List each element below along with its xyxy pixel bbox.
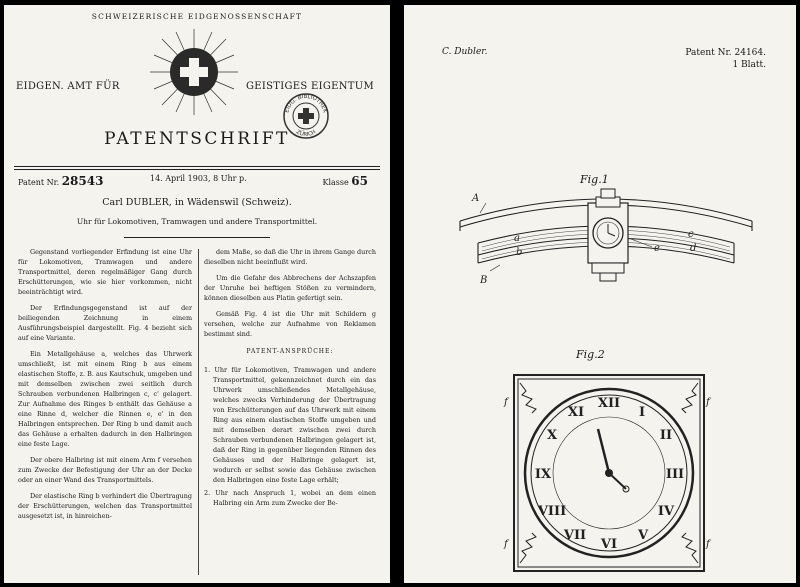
paragraph: Um die Gefahr des Abbrechens der Achszapfen der Unruhe bei heftigen Stößen zu vermindern, können dieselben aus Platin gefertigt sein. bbox=[204, 274, 376, 302]
class-label: Klasse bbox=[322, 178, 349, 187]
paragraph: Der Erfindungsgegenstand ist auf der beiliegenden Zeichnung in einem Ausführungsbeispiel dargestellt. Fig. 4 bezieht sich auf eine Variante. bbox=[18, 304, 192, 342]
paragraph: Der elastische Ring b verhindert die Übertragung der Erschütterungen, welchen das Transportmittel ausgesetzt ist, in hinreichen- bbox=[18, 492, 192, 520]
class-number: 65 bbox=[351, 174, 368, 188]
office-name-left: EIDGEN. AMT FÜR bbox=[16, 81, 120, 92]
svg-text:VII: VII bbox=[563, 528, 587, 543]
paragraph: Gegenstand vorliegender Erfindung ist eine Uhr für Lokomotiven, Tramwagen und andere Transportmittel, deren regelmäßiger Gang durch Erschütterungen, wie sie hier vorkommen, nicht beeinträchtigt wird. bbox=[18, 248, 192, 296]
fig1-label: Fig.1 bbox=[580, 173, 609, 186]
svg-text:XII: XII bbox=[597, 396, 621, 411]
drawing-sheet: 1 Blatt. bbox=[732, 60, 766, 70]
figure-2-drawing bbox=[506, 371, 712, 577]
patent-drawing-page bbox=[404, 5, 796, 583]
fig1-letter-c: c bbox=[688, 229, 694, 240]
fig1-letter-d: d bbox=[690, 243, 697, 254]
svg-text:VIII: VIII bbox=[537, 504, 567, 519]
fig2-label: Fig.2 bbox=[576, 348, 605, 361]
stamp-bottom-text: ZÜRICH bbox=[295, 129, 317, 139]
paragraph: Ein Metallgehäuse a, welches das Uhrwerk umschließt, ist mit einem Ring b aus einem elastischen Stoffe, z. B. aus Kautschuk, umgeben und mit demselben zwischen zwei seitlich durch Schrauben verbundenen Halbringen c, c' gelagert. Zur Aufnahme des Ringes b enthält das Gehäuse a eine Rinne d, welcher die Rinnen e, e' in den Halbringen entsprechen. Der Ring b und damit auch das Gehäuse a erhalten dadurch in den Halbringen eine feste Lage. bbox=[18, 350, 192, 448]
paragraph: Gemäß Fig. 4 ist die Uhr mit Schildern g versehen, welche zur Aufnahme von Reklamen bestimmt sind. bbox=[204, 310, 376, 338]
drawing-author: C. Dubler. bbox=[442, 47, 488, 57]
patent-text-page bbox=[4, 5, 390, 583]
title-rule-thin bbox=[14, 169, 380, 170]
fig1-letter-e: e bbox=[654, 243, 660, 254]
paragraph: Der obere Halbring ist mit einem Arm f versehen zum Zwecke der Befestigung der Uhr an der Decke oder an einer Wand des Transportmittels. bbox=[18, 456, 192, 484]
stamp-top-text: EIDG. BIBLIOTHEK bbox=[284, 93, 328, 114]
paragraph: dem Maße, so daß die Uhr in ihrem Gange durch dieselben nicht beeinflußt wird. bbox=[204, 248, 376, 266]
invention-title: Uhr für Lokomotiven, Tramwagen und andere Transportmittel. bbox=[76, 217, 318, 226]
fig1-letter-B: B bbox=[480, 275, 488, 286]
svg-text:X: X bbox=[546, 428, 558, 443]
svg-text:XI: XI bbox=[567, 405, 585, 420]
fig1-letter-b: b bbox=[516, 247, 523, 258]
figure-1-drawing bbox=[456, 181, 756, 301]
text-column-left bbox=[18, 247, 192, 527]
office-name-right: GEISTIGES EIGENTUM bbox=[245, 81, 374, 92]
svg-text:IX: IX bbox=[534, 467, 552, 482]
fig2-letter-f-bottom-right: f bbox=[706, 539, 710, 550]
drawing-patent-ref: Patent Nr. 24164. bbox=[685, 48, 766, 58]
patent-number-value: 28543 bbox=[61, 174, 104, 188]
filing-date: 14. April 1903, 8 Uhr p. bbox=[150, 174, 247, 183]
claim-item: 1. Uhr für Lokomotiven, Tramwagen und andere Transportmittel, gekennzeichnet durch ein das Uhrwerk umschließendes Metallgehäuse, welches zwecks Verhinderung der Übertragung von Erschütterungen auf das Uhrwerk mit einem Ring aus einem elastischen Stoffe umgeben und mit demselben derart zwischen zwei durch Schrauben verbundenen Halbringen gelagert ist, daß der Ring in gegenüber liegenden Rinnen des Gehäuses und der Halbringe gelagert ist, wodurch er selbst sowie das Gehäuse zwischen den Halbringen eine feste Lage erhält; bbox=[204, 366, 376, 484]
patent-class bbox=[323, 174, 369, 188]
patent-number-label: Patent Nr. bbox=[18, 178, 60, 187]
claims-list bbox=[204, 365, 376, 508]
svg-text:V: V bbox=[637, 528, 649, 543]
text-column-right bbox=[204, 247, 376, 511]
fig1-letter-a: a bbox=[514, 233, 520, 244]
fig2-letter-f-bottom-left: f bbox=[504, 539, 508, 550]
svg-text:IV: IV bbox=[657, 504, 675, 519]
claims-heading: PATENT-ANSPRÜCHE: bbox=[246, 348, 334, 355]
patent-number bbox=[18, 174, 103, 188]
fig2-letter-f-top-left: f bbox=[504, 397, 508, 408]
inventor-line: Carl DUBLER, in Wädenswil (Schweiz). bbox=[102, 197, 292, 208]
drawing-header bbox=[685, 47, 766, 71]
fig2-letter-f-top-right: f bbox=[706, 397, 710, 408]
column-divider bbox=[198, 249, 199, 575]
svg-text:VI: VI bbox=[600, 537, 618, 552]
document-title: PATENTSCHRIFT bbox=[104, 129, 290, 149]
fig1-letter-A: A bbox=[472, 193, 480, 204]
svg-text:III: III bbox=[665, 467, 685, 482]
federation-heading: SCHWEIZERISCHE EIDGENOSSENSCHAFT bbox=[91, 12, 303, 21]
swiss-cross-emblem-icon bbox=[146, 27, 242, 117]
short-rule bbox=[124, 237, 270, 238]
svg-text:II: II bbox=[659, 428, 673, 443]
claim-item: 2. Uhr nach Anspruch 1, wobei an dem einen Halbring ein Arm zum Zwecke der Be- bbox=[204, 489, 376, 507]
svg-text:I: I bbox=[638, 405, 646, 420]
title-rule bbox=[14, 166, 380, 167]
